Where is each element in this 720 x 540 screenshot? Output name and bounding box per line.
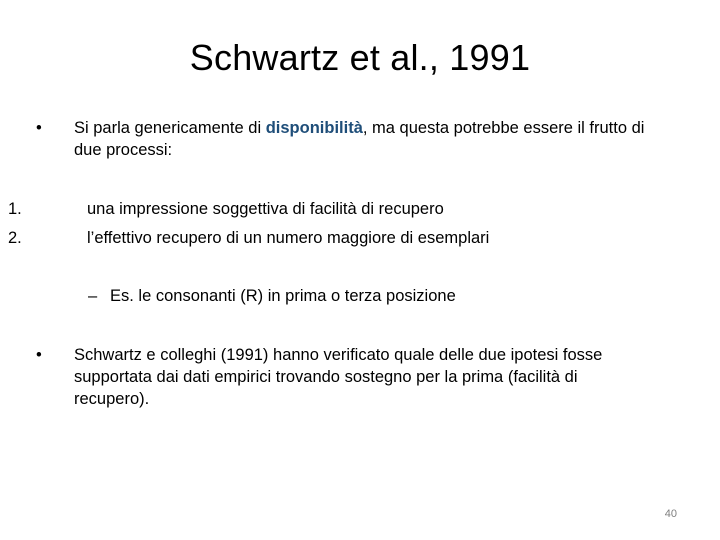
bullet-text [74,117,656,161]
highlight-term: disponibilità [265,119,363,137]
bullet-marker: • [36,346,42,364]
bullet-schwartz [36,344,656,410]
bullet-marker: • [36,119,42,137]
sub-bullet-text: Es. le consonanti (R) in prima o terza posizione [110,287,456,305]
slide-title: Schwartz et al., 1991 [189,37,531,78]
numbered-marker: 2. [8,229,22,247]
numbered-item-1 [8,198,648,220]
sub-bullet-example [88,285,648,307]
numbered-text: l’effettivo recupero di un numero maggiore di esemplari [87,229,490,247]
numbered-text: una impressione soggettiva di facilità di recupero [87,200,444,218]
page-number: 40 [664,508,677,520]
bullet-text-after: , ma questa potrebbe essere il frutto di due processi: [74,119,645,159]
dash-marker: – [88,287,98,305]
numbered-item-2 [8,227,648,249]
bullet-text-before: Si parla genericamente di [74,119,266,137]
numbered-marker: 1. [8,200,22,218]
bullet-text: Schwartz e colleghi (1991) hanno verificato quale delle due ipotesi fosse supportata dai dati empirici trovando sostegno per la prima (facilità di recupero). [74,346,603,408]
bullet-disponibilita [36,117,656,161]
